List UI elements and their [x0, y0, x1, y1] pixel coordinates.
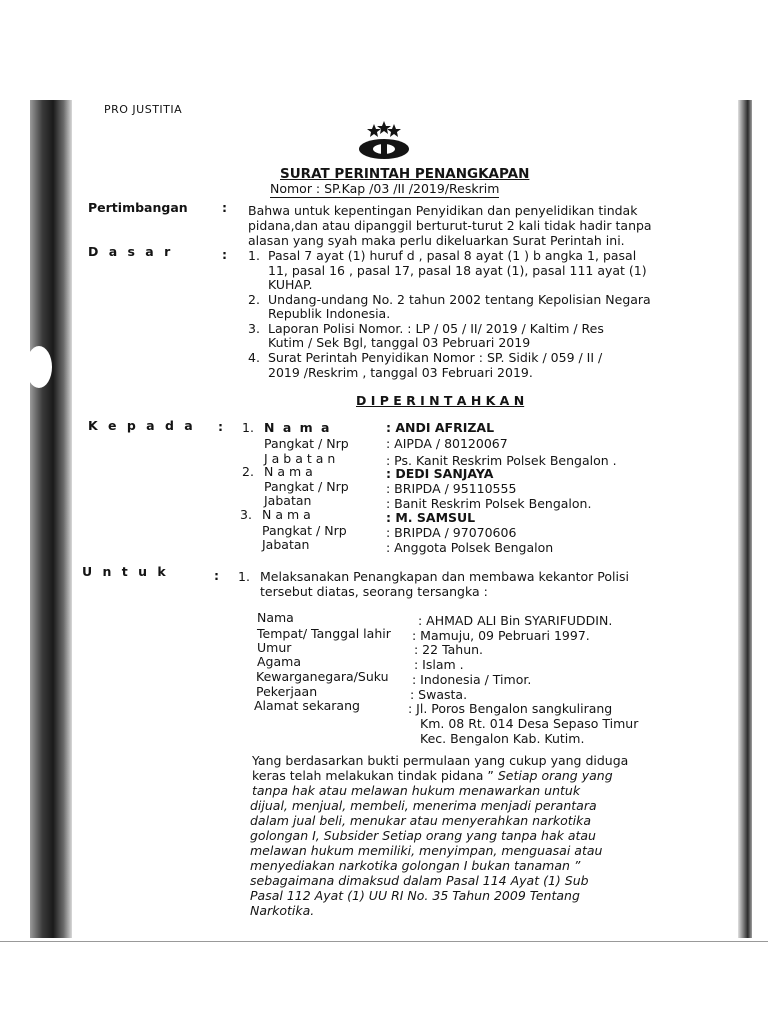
accusation-line: golongan I, Subsider Setiap orang yang tanpa hak atau: [250, 828, 596, 843]
dasar-item-num: 1.: [248, 248, 260, 263]
pertimbangan-colon: :: [222, 200, 227, 215]
kepada-jabatan-label: Jabatan: [262, 537, 310, 552]
kepada-pangkat: : BRIPDA / 97070606: [386, 525, 517, 540]
kepada-nama-label: N a m a: [262, 507, 311, 522]
suspect-value: : Indonesia / Timor.: [412, 672, 532, 687]
kepada-jabatan: : Banit Reskrim Polsek Bengalon.: [386, 496, 592, 511]
scan-shadow-right: [738, 100, 752, 938]
accusation-line: sebagaimana dimaksud dalam Pasal 114 Ayat (1) Sub: [250, 873, 589, 888]
accusation-line: melawan hukum memiliki, menyimpan, menguasai atau: [250, 843, 603, 858]
scan-shadow-left: [30, 100, 72, 938]
kepada-pangkat-label: Pangkat / Nrp: [264, 436, 349, 451]
suspect-address-line: Km. 08 Rt. 014 Desa Sepaso Timur: [420, 716, 639, 731]
suspect-value: : Swasta.: [410, 687, 468, 702]
suspect-value: : 22 Tahun.: [414, 642, 484, 657]
accusation-line: dalam jual beli, menukar atau menyerahkan narkotika: [250, 813, 592, 828]
kepada-nama-label: N a m a: [264, 464, 313, 479]
accusation-line: dijual, menjual, membeli, menerima menjadi perantara: [250, 798, 597, 813]
suspect-label: Kewarganegara/Suku: [256, 669, 389, 684]
dasar-item-line: Pasal 7 ayat (1) huruf d , pasal 8 ayat (1 ) b angka 1, pasal: [268, 248, 637, 263]
dasar-item-line: Undang-undang No. 2 tahun 2002 tentang Kepolisian Negara: [268, 292, 651, 307]
suspect-value: : AHMAD ALI Bin SYARIFUDDIN.: [418, 613, 613, 628]
dasar-item-line: Laporan Polisi Nomor. : LP / 05 / II/ 2019 / Kaltim / Res: [268, 321, 604, 336]
suspect-label: Umur: [257, 640, 292, 655]
suspect-value: : Jl. Poros Bengalon sangkulirang: [408, 701, 613, 716]
kepada-pangkat-label: Pangkat / Nrp: [262, 523, 347, 538]
kepada-num: 3.: [240, 507, 252, 522]
kepada-pangkat-label: Pangkat / Nrp: [264, 479, 349, 494]
pertimbangan-label: Pertimbangan: [88, 200, 188, 215]
kepada-nama: : M. SAMSUL: [386, 510, 476, 525]
pro-justitia: PRO JUSTITIA: [104, 103, 183, 116]
dasar-item-num: 3.: [248, 321, 260, 336]
dasar-item-line: KUHAP.: [268, 277, 313, 292]
dasar-item-line: 11, pasal 16 , pasal 17, pasal 18 ayat (1), pasal 111 ayat (1): [268, 263, 647, 278]
punch-hole: [26, 346, 52, 388]
suspect-label: Tempat/ Tanggal lahir: [257, 626, 391, 641]
suspect-value: : Islam .: [414, 657, 464, 672]
document-number: Nomor : SP.Kap /03 /II /2019/Reskrim: [270, 181, 500, 196]
untuk-num: 1.: [238, 569, 250, 584]
kepada-jabatan-label: J a b a t a n: [264, 451, 336, 466]
kepada-colon: :: [218, 419, 223, 434]
dasar-item-line: 2019 /Reskrim , tanggal 03 Februari 2019.: [268, 365, 533, 380]
accusation-line: Pasal 112 Ayat (1) UU RI No. 35 Tahun 2009 Tentang: [250, 888, 580, 903]
untuk-label: U n t u k: [82, 564, 169, 579]
pertimbangan-line: pidana,dan atau dipanggil berturut-turut 2 kali tidak hadir tanpa: [248, 218, 652, 233]
untuk-colon: :: [214, 568, 219, 583]
document-title: SURAT PERINTAH PENANGKAPAN: [280, 166, 530, 182]
kepada-jabatan: : Ps. Kanit Reskrim Polsek Bengalon .: [386, 453, 617, 468]
page-bottom-edge: [0, 941, 768, 942]
kepada-jabatan: : Anggota Polsek Bengalon: [386, 540, 554, 555]
dasar-item-line: Kutim / Sek Bgl, tanggal 03 Pebruari 2019: [268, 335, 531, 350]
dasar-item-num: 4.: [248, 350, 260, 365]
suspect-label: Agama: [257, 654, 301, 669]
dasar-item-num: 2.: [248, 292, 260, 307]
dasar-colon: :: [222, 247, 227, 262]
kepada-nama: : ANDI AFRIZAL: [386, 420, 495, 435]
police-emblem-icon: [356, 120, 412, 160]
accusation-line: keras telah melakukan tindak pidana ” Setiap orang yang: [252, 768, 613, 783]
dasar-item-line: Surat Perintah Penyidikan Nomor : SP. Sidik / 059 / II /: [268, 350, 603, 365]
kepada-jabatan-label: Jabatan: [264, 493, 312, 508]
accusation-line: Narkotika.: [250, 903, 315, 918]
diperintahkan-heading: D I P E R I N T A H K A N: [356, 393, 525, 408]
untuk-line: Melaksanakan Penangkapan dan membawa kekantor Polisi: [260, 569, 629, 584]
suspect-label: Alamat sekarang: [254, 698, 360, 713]
kepada-pangkat: : BRIPDA / 95110555: [386, 481, 517, 496]
dasar-label: D a s a r: [88, 244, 174, 259]
accusation-line: menyediakan narkotika golongan I bukan tanaman ”: [250, 858, 581, 873]
suspect-value: : Mamuju, 09 Pebruari 1997.: [412, 628, 590, 643]
kepada-label: K e p a d a: [88, 418, 196, 433]
kepada-num: 2.: [242, 464, 254, 479]
accusation-line: tanpa hak atau melawan hukum menawarkan untuk: [252, 783, 581, 798]
pertimbangan-line: alasan yang syah maka perlu dikeluarkan Surat Perintah ini.: [248, 233, 625, 248]
kepada-num: 1.: [242, 420, 254, 435]
kepada-nama: : DEDI SANJAYA: [386, 466, 494, 481]
kepada-nama-label: N a m a: [264, 420, 332, 435]
kepada-pangkat: : AIPDA / 80120067: [386, 436, 508, 451]
accusation-line: Yang berdasarkan bukti permulaan yang cukup yang diduga: [252, 753, 629, 768]
pertimbangan-line: Bahwa untuk kepentingan Penyidikan dan penyelidikan tindak: [248, 203, 638, 218]
suspect-label: Nama: [257, 610, 294, 625]
dasar-item-line: Republik Indonesia.: [268, 306, 391, 321]
suspect-label: Pekerjaan: [256, 684, 318, 699]
untuk-line: tersebut diatas, seorang tersangka :: [260, 584, 488, 599]
suspect-address-line: Kec. Bengalon Kab. Kutim.: [420, 731, 585, 746]
